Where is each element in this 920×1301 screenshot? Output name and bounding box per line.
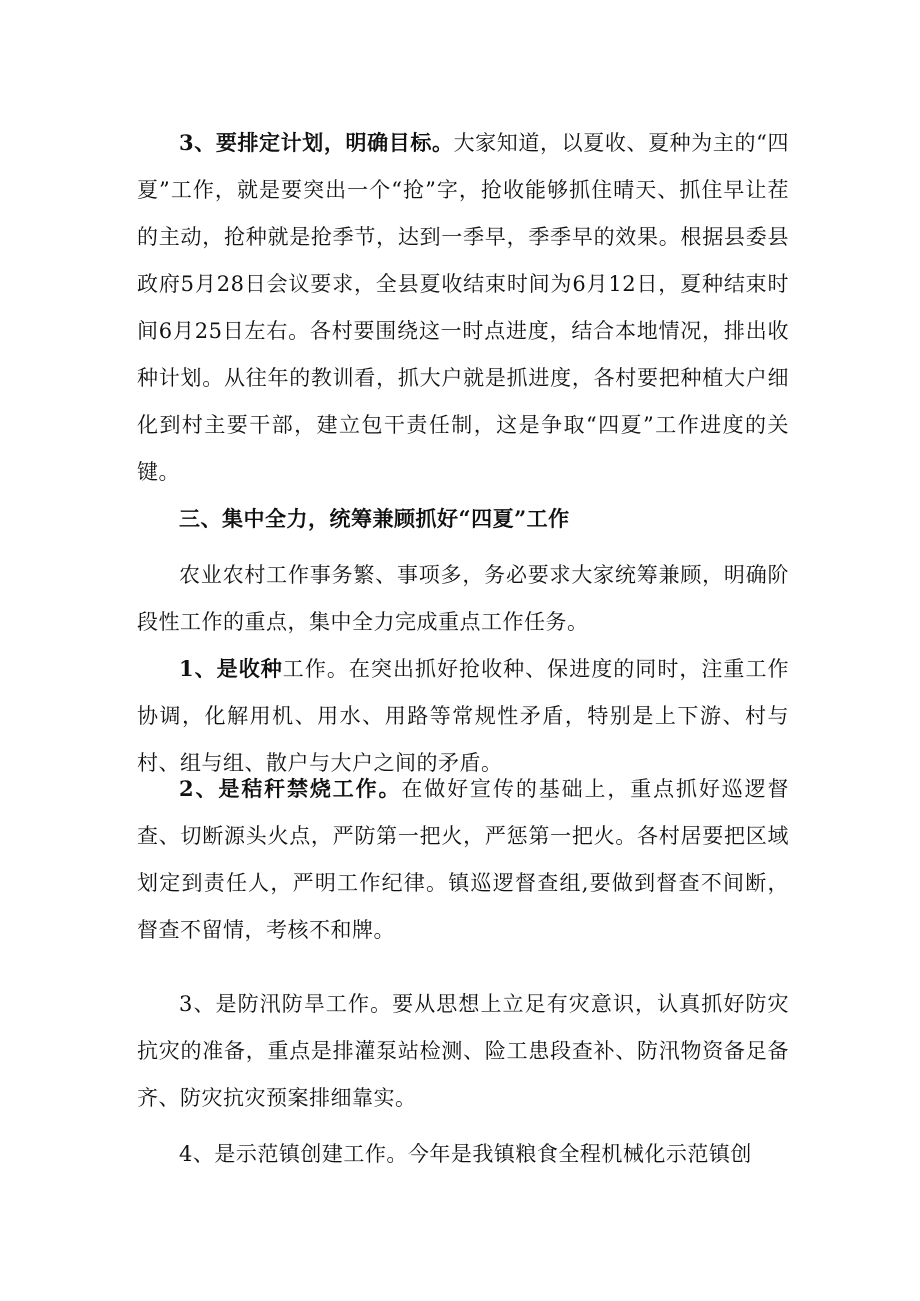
paragraph-body: 工作。在突出抓好抢收种、保进度的同时，注重工作协调，化解用机、用水、用路等常规性矛盾，特别是上下游、村与村、组与组、散户与大户之间的矛盾。 — [137, 657, 789, 775]
paragraph-body: 4、是示范镇创建工作。今年是我镇粮食全程机械化示范镇创 — [179, 1142, 752, 1166]
paragraph-lead: 2、是秸秆禁烧工作。 — [179, 776, 402, 801]
paragraph-plan-targets — [137, 119, 789, 496]
paragraph-body: 在做好宣传的基础上，重点抓好巡逻督查、切断源头火点，严防第一把火，严惩第一把火。各村居要把区域划定到责任人，严明工作纪律。镇巡逻督查组,要做到督查不间断，督查不留情，考核不和牌。 — [137, 777, 789, 942]
paragraph-body: 农业农村工作事务繁、事项多，务必要求大家统筹兼顾，明确阶段性工作的重点，集中全力完成重点工作任务。 — [137, 563, 789, 634]
paragraph-flood-drought — [137, 980, 789, 1122]
section-heading: 三、集中全力，统筹兼顾抓好“四夏”工作 — [179, 506, 570, 531]
paragraph-lead: 3、要排定计划，明确目标。 — [179, 130, 454, 155]
paragraph-demo-town — [137, 1130, 789, 1178]
paragraph-intro — [137, 551, 789, 646]
paragraph-body: 大家知道，以夏收、夏种为主的“四夏”工作，就是要突出一个“抢”字，抢收能够抓住晴天、抓住早让茬的主动，抢种就是抢季节，达到一季早，季季早的效果。根据县委县政府5月28日会议要求，全县夏收结束时间为6月12日，夏种结束时间6月25日左右。各村要围绕这一时点进度，结合本地情况，排出收种计划。从往年的教训看，抓大户就是抓进度，各村要把种植大户细化到村主要干部，建立包干责任制，这是争取“四夏”工作进度的关键。 — [137, 131, 789, 484]
paragraph-lead: 1、是收种 — [179, 656, 283, 681]
paragraph-straw-burning — [137, 765, 789, 954]
paragraph-body: 3、是防汛防旱工作。要从思想上立足有灾意识，认真抓好防灾抗灾的准备，重点是排灌泵站检测、险工患段查补、防汛物资备足备齐、防灾抗灾预案排细靠实。 — [137, 992, 789, 1110]
